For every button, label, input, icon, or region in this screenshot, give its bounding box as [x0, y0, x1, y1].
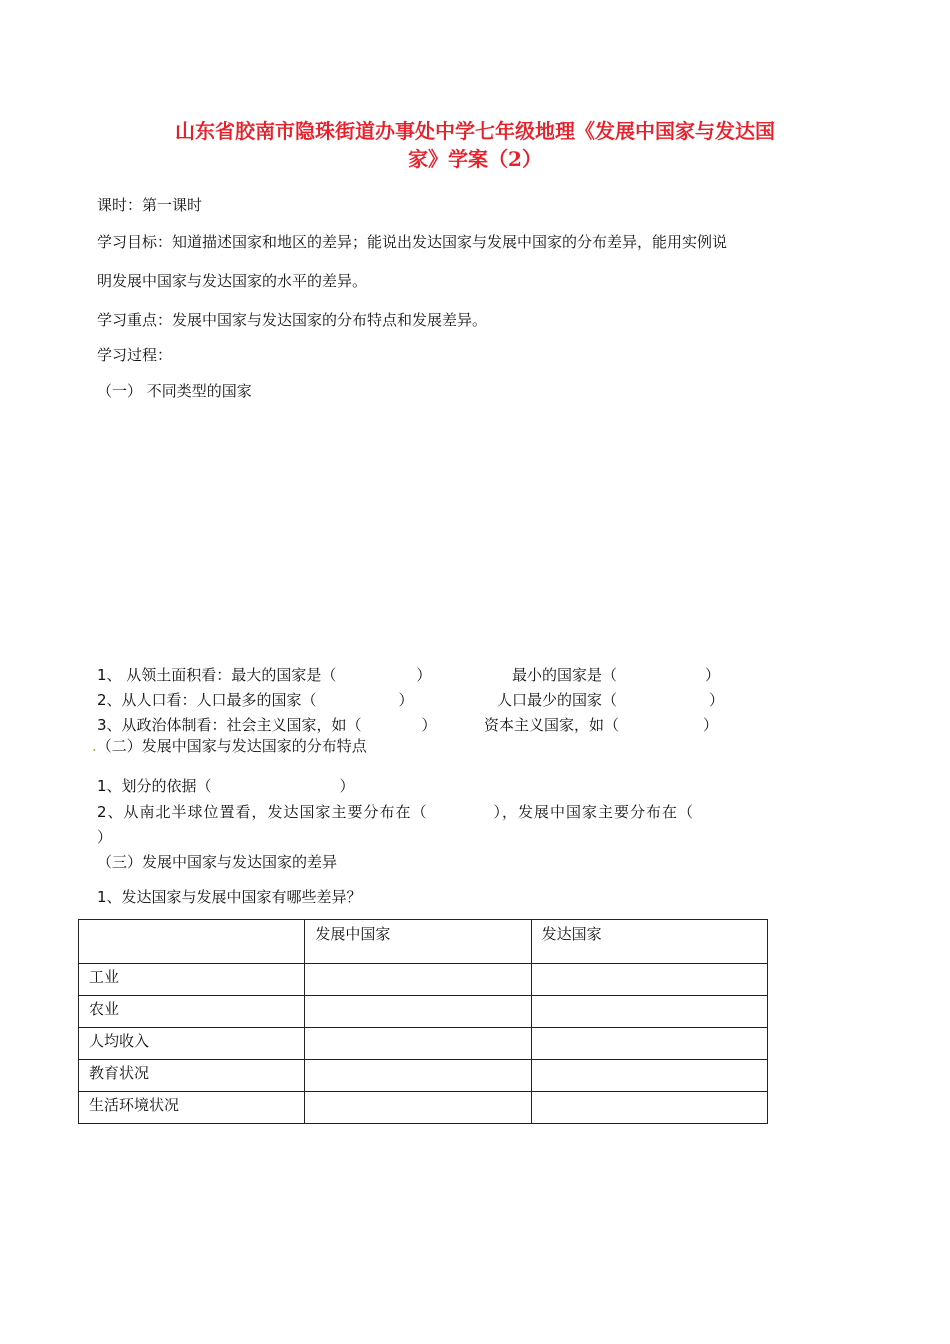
table-header-cell: 发达国家: [531, 920, 767, 964]
answer-cell[interactable]: [305, 1028, 531, 1060]
table-row: [79, 1028, 768, 1060]
table-header-cell: 发展中国家: [305, 920, 531, 964]
question-division-basis: 1、划分的依据（ ）: [97, 777, 355, 795]
table-header-cell: [79, 920, 305, 964]
title-line-2: 家》学案（2）: [408, 147, 542, 171]
question-territory-smallest: 最小的国家是（ ）: [512, 666, 721, 684]
answer-cell[interactable]: [531, 1028, 767, 1060]
table-header-row: [79, 920, 768, 964]
answer-cell[interactable]: [305, 964, 531, 996]
answer-cell[interactable]: [531, 996, 767, 1028]
row-label: 人均收入: [79, 1028, 305, 1060]
question-territory: 1、 从领土面积看：最大的国家是（ ）: [97, 666, 432, 684]
question-capitalist: 资本主义国家，如（ ）: [484, 716, 719, 734]
lesson-period: 课时：第一课时: [97, 196, 203, 214]
comparison-table: [78, 919, 768, 1124]
question-political-system: 3、从政治体制看：社会主义国家，如（ ）: [97, 716, 437, 734]
section-1-heading: （一） 不同类型的国家: [97, 382, 252, 400]
key-points: 学习重点：发展中国家与发达国家的分布特点和发展差异。: [97, 311, 488, 329]
differences-question: 1、发达国家与发展中国家有哪些差异？: [97, 888, 362, 906]
answer-cell[interactable]: [531, 964, 767, 996]
section-3-heading: （三）发展中国家与发达国家的差异: [97, 853, 338, 871]
answer-cell[interactable]: [305, 996, 531, 1028]
learning-process: 学习过程：: [97, 346, 173, 364]
section-2-heading: .（二）发展中国家与发达国家的分布特点: [92, 737, 367, 755]
learning-goal-line-1: 学习目标：知道描述国家和地区的差异；能说出发达国家与发展中国家的分布差异，能用实例说: [97, 233, 728, 251]
row-label: 工业: [79, 964, 305, 996]
answer-cell[interactable]: [531, 1060, 767, 1092]
row-label: 教育状况: [79, 1060, 305, 1092]
answer-cell[interactable]: [305, 1092, 531, 1124]
row-label: 农业: [79, 996, 305, 1028]
marker-dot: .: [92, 737, 97, 755]
table-row: [79, 996, 768, 1028]
learning-goal-line-2: 明发展中国家与发达国家的水平的差异。: [97, 272, 368, 290]
question-population-least: 人口最少的国家（ ）: [497, 691, 725, 709]
table-row: [79, 1060, 768, 1092]
title-line-1: 山东省胶南市隐珠街道办事处中学七年级地理《发展中国家与发达国: [175, 119, 775, 143]
question-hemisphere-end: ）: [97, 828, 113, 846]
question-hemisphere: 2、从南北半球位置看，发达国家主要分布在（ ），发展中国家主要分布在（: [97, 803, 695, 821]
answer-cell[interactable]: [305, 1060, 531, 1092]
answer-cell[interactable]: [531, 1092, 767, 1124]
table-row: [79, 1092, 768, 1124]
row-label: 生活环境状况: [79, 1092, 305, 1124]
question-territory-label: 1、 从领土面积看：最大的国家是（: [97, 666, 337, 684]
table-row: [79, 964, 768, 996]
question-population: 2、从人口看：人口最多的国家（ ）: [97, 691, 414, 709]
